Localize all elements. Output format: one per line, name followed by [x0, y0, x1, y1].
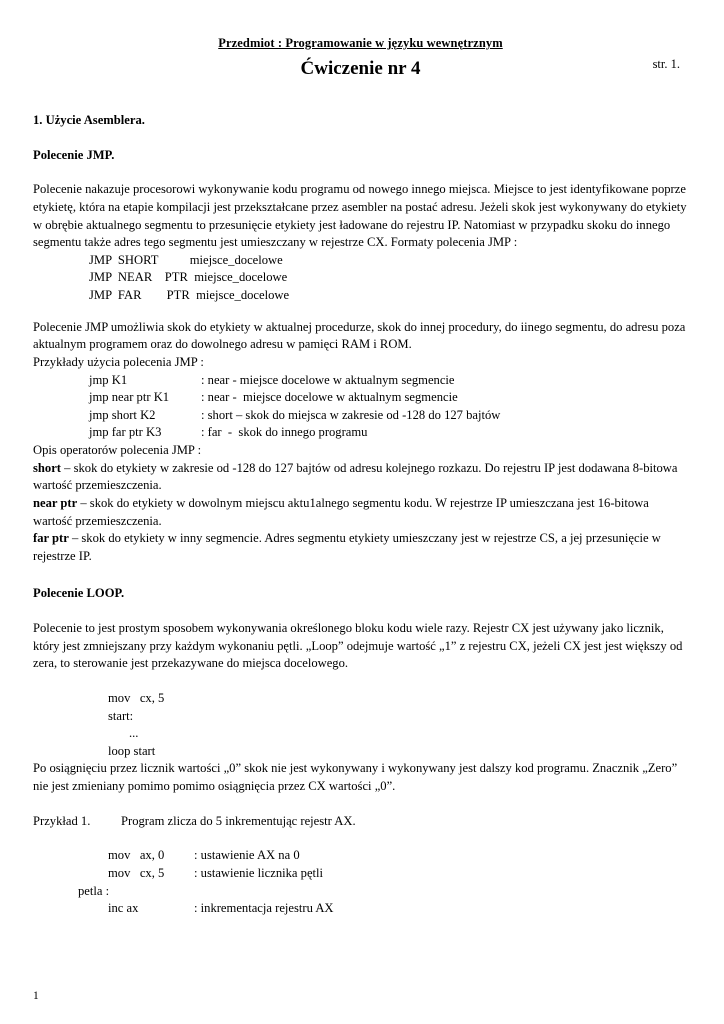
document-body: [33, 112, 688, 918]
loop-code-line: mov cx, 5: [108, 690, 165, 705]
jmp-example-code: jmp short K2: [89, 407, 156, 422]
jmp-format-line: JMP SHORT miejsce_docelowe: [89, 252, 283, 267]
jmp-examples-intro: Przykłady użycia polecenia JMP :: [33, 354, 204, 369]
jmp-example-line: [33, 407, 688, 425]
section-heading-jmp: Polecenie JMP.: [33, 147, 115, 162]
example-1-comment: : inkrementacja rejestru AX: [194, 901, 334, 916]
jmp-example-code: jmp near ptr K1: [89, 390, 170, 405]
jmp-example-line: [33, 389, 688, 407]
loop-code-line: ...: [129, 726, 139, 741]
loop-code-line: loop start: [108, 743, 156, 758]
example-1-text: Program zlicza do 5 inkrementując rejestr AX.: [121, 813, 356, 828]
operator-near-name: near ptr: [33, 495, 78, 510]
example-1-line: [33, 813, 688, 831]
section-heading-loop: Polecenie LOOP.: [33, 586, 125, 601]
jmp-example-code: jmp K1: [89, 372, 128, 387]
jmp-example-desc: : near - miejsce docelowe w aktualnym segmencie: [201, 372, 455, 387]
jmp-example-line: [33, 424, 688, 442]
footer-page-number: 1: [33, 990, 39, 1002]
example-1-code: mov ax, 0: [108, 848, 165, 863]
operator-short: [33, 460, 688, 495]
jmp-example-desc: : short – skok do miejsca w zakresie od -128 do 127 bajtów: [201, 407, 501, 422]
operator-far-name: far ptr: [33, 531, 69, 546]
example-1-code: petla :: [78, 883, 110, 898]
page-title: Ćwiczenie nr 4: [300, 58, 421, 79]
loop-paragraph-2: Po osiągnięciu przez licznik wartości „0” skok nie jest wykonywany i wykonywany jest dalszy kod programu. Znacznik „Zero” nie jest zmieniany pomimo pomimo osiągnięcia przez CX wartości „0”.: [33, 761, 678, 793]
example-1-comment: : ustawienie AX na 0: [194, 848, 300, 863]
example-1-code: mov cx, 5: [108, 865, 165, 880]
jmp-paragraph-1: Polecenie nakazuje procesorowi wykonywanie kodu programu od nowego innego miejsca. Miejsce to jest identyfikowane poprze etykietę, która na etapie kompilacji jest przekształcane przez asembler na postać adresu. Jeżeli skok jest wykonywany do etykiety w obrębie aktualnego segmentu to przesunięcie etykiety jest ładowane do rejestru IP. Natomiast w przypadku skoku do innego segmentu także adres tego segmentu jest umieszczany w rejestrze CX. Formaty polecenia JMP :: [33, 182, 687, 250]
jmp-format-line: JMP NEAR PTR miejsce_docelowe: [89, 270, 288, 285]
operator-near-ptr: [33, 495, 688, 530]
jmp-example-desc: : near - miejsce docelowe w aktualnym segmencie: [201, 390, 458, 405]
operator-short-desc: – skok do etykiety w zakresie od -128 do 127 bajtów od adresu kolejnego rozkazu. Do rejestru IP jest dodawana 8-bitowa wartość przemieszczenia.: [33, 460, 678, 493]
jmp-example-code: jmp far ptr K3: [89, 425, 162, 440]
section-heading-1: 1. Użycie Asemblera.: [33, 113, 145, 127]
operators-intro: Opis operatorów polecenia JMP :: [33, 443, 202, 457]
loop-code-line: start:: [108, 708, 134, 723]
operator-short-name: short: [33, 460, 61, 475]
example-1-code-line: [33, 883, 688, 901]
jmp-format-line: JMP FAR PTR miejsce_docelowe: [89, 288, 290, 302]
example-1-code: inc ax: [108, 901, 139, 916]
operator-far-desc: – skok do etykiety w inny segmencie. Adres segmentu etykiety umieszczany jest w rejestrze CS, a jej przesunięcie w rejestrze IP.: [33, 531, 661, 563]
loop-paragraph-1: Polecenie to jest prostym sposobem wykonywania określonego bloku kodu wiele razy. Rejestr CX jest używany jako licznik, który jest zmniejszany przy każdym wykonaniu pętli. „Loop” odejmuje wartość „1” z rejestru CX, jeżeli CX jest jest większy od zera, to sterowanie jest przekazywane do miejsca docelowego.: [33, 621, 683, 671]
jmp-example-desc: : far - skok do innego programu: [201, 425, 368, 440]
operator-near-desc: – skok do etykiety w dowolnym miejscu aktu1alnego segmentu kodu. W rejestrze IP umieszczana jest 16-bitowa wartość przemieszczenia.: [33, 495, 649, 528]
jmp-paragraph-2: Polecenie JMP umożliwia skok do etykiety w aktualnej procedurze, skok do innej procedury, do iinego segmentu, do adresu poza aktualnym programem oraz do dowolnego adresu w pamięci RAM i ROM.: [33, 319, 686, 352]
example-1-code-line: [33, 847, 688, 865]
jmp-example-line: [33, 372, 688, 390]
example-1-label: Przykład 1.: [33, 813, 91, 828]
example-1-code-line: [33, 900, 688, 918]
example-1-code-line: [33, 865, 688, 883]
example-1-comment: : ustawienie licznika pętli: [194, 865, 324, 880]
document-header-subject: Przedmiot : Programowanie w języku wewnętrznym: [218, 36, 503, 50]
page-label: str. 1.: [652, 57, 680, 71]
operator-far-ptr: [33, 530, 688, 565]
